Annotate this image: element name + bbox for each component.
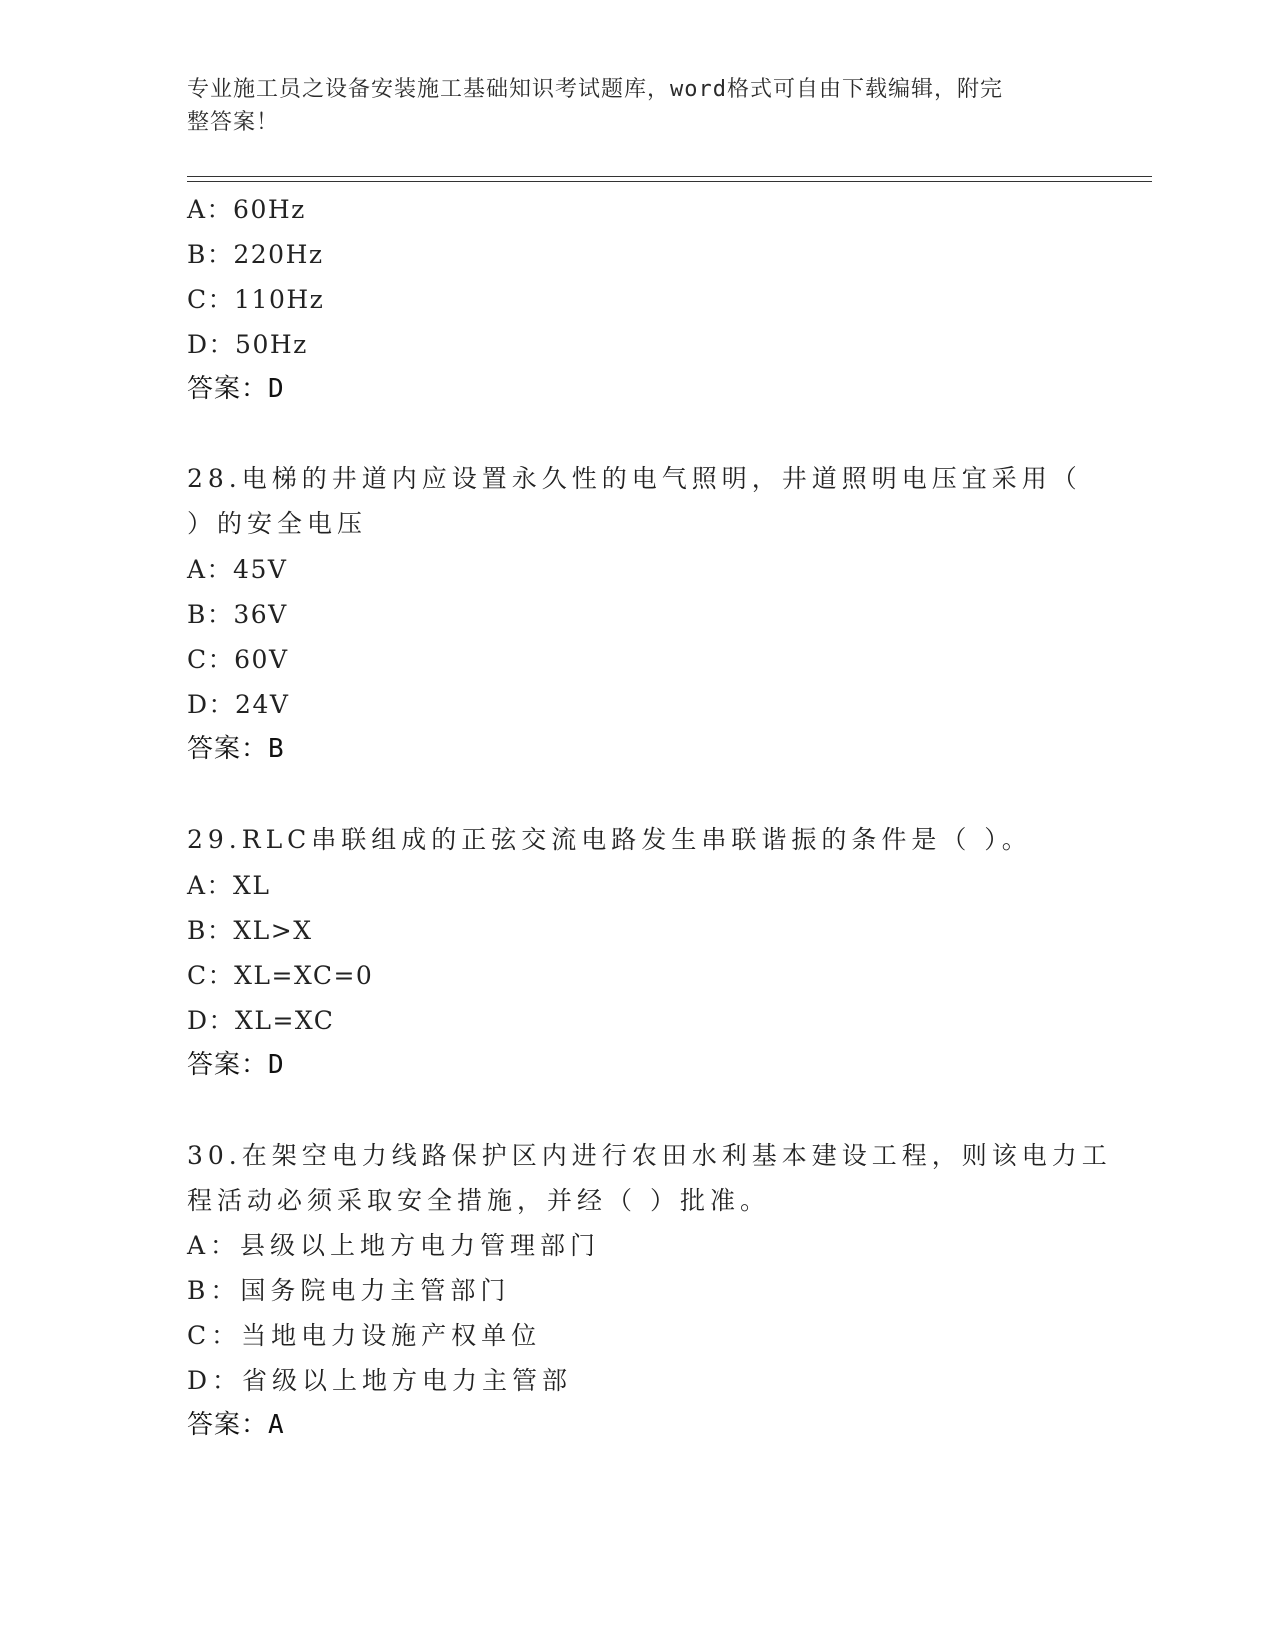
q27-option-a: A：60Hz: [187, 195, 306, 224]
q30-option-c: C：当地电力设施产权单位: [187, 1321, 542, 1350]
q27-option-b: B：220Hz: [187, 240, 324, 269]
q29-option-a: A：XL: [187, 871, 271, 900]
q28-option-c: C：60V: [187, 645, 289, 674]
q30-stem-line-2: 程活动必须采取安全措施，并经（ ）批准。: [187, 1186, 770, 1215]
q30-option-b: B：国务院电力主管部门: [187, 1276, 511, 1305]
q28-answer: 答案：B: [187, 734, 285, 764]
q27-answer: 答案：D: [187, 374, 285, 404]
q30-option-a: A：县级以上地方电力管理部门: [187, 1231, 601, 1260]
q30-option-d: D：省级以上地方电力主管部: [187, 1366, 573, 1395]
q29-option-c: C：XL=XC=0: [187, 961, 374, 990]
header-line-1: 专业施工员之设备安装施工基础知识考试题库，word格式可自由下载编辑，附完: [187, 77, 1003, 102]
q30-stem-line-1: 30.在架空电力线路保护区内进行农田水利基本建设工程，则该电力工: [187, 1141, 1112, 1170]
q27-option-c: C：110Hz: [187, 285, 325, 314]
q29-stem-line-1: 29.RLC串联组成的正弦交流电路发生串联谐振的条件是（ ）。: [187, 825, 1032, 854]
q28-option-b: B：36V: [187, 600, 288, 629]
header-divider-bottom: [187, 181, 1152, 182]
q28-option-d: D：24V: [187, 690, 290, 719]
q27-option-d: D：50Hz: [187, 330, 308, 359]
q28-stem-line-1: 28.电梯的井道内应设置永久性的电气照明，井道照明电压宜采用（: [187, 464, 1082, 493]
q30-answer: 答案：A: [187, 1410, 285, 1440]
q28-stem-line-2: ）的安全电压: [187, 509, 368, 538]
q29-option-d: D：XL=XC: [187, 1006, 335, 1035]
q29-answer: 答案：D: [187, 1050, 285, 1080]
header-line-2: 整答案！: [187, 110, 280, 135]
document-header: [187, 73, 1067, 139]
q29-option-b: B：XL>X: [187, 916, 313, 945]
header-divider-top: [187, 176, 1152, 177]
q28-option-a: A：45V: [187, 555, 288, 584]
